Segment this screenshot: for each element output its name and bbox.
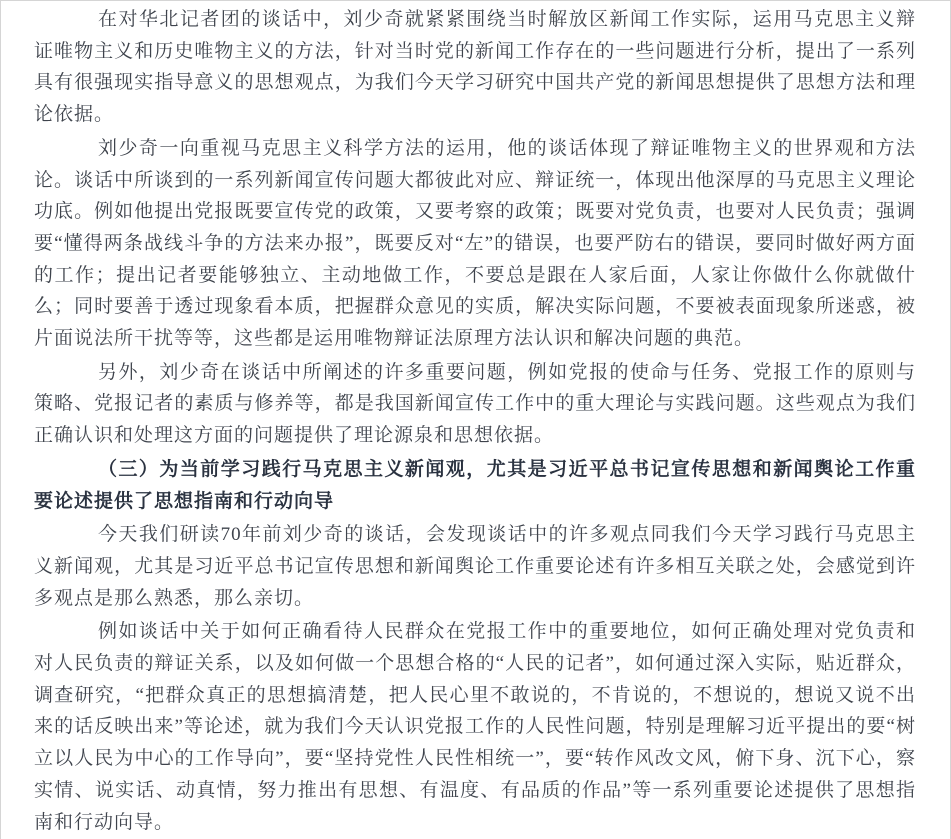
paragraph-analysis-intro: 在对华北记者团的谈话中，刘少奇就紧紧围绕当时解放区新闻工作实际，运用马克思主义辩证唯物主义和历史唯物主义的方法，针对当时党的新闻工作存在的一些问题进行分析，提出了一系列具有很强现实指导意义的思想观点，为我们今天学习研究中国共产党的新闻思想提供了思想方法和理论依据。 [34, 9, 916, 126]
paragraph-important-questions: 另外，刘少奇在谈话中所阐述的许多重要问题，例如党报的使命与任务、党报工作的原则与策略、党报记者的素质与修养等，都是我国新闻宣传工作中的重大理论与实践问题。这些观点为我们正确认识和处理这方面的问题提供了理论源泉和思想依据。 [34, 361, 916, 447]
paragraph-reading-today: 今天我们研读70年前刘少奇的谈话，会发现谈话中的许多观点同我们今天学习践行马克思主义新闻观，尤其是习近平总书记宣传思想和新闻舆论工作重要论述有许多相互关联之处，会感觉到许多观点是那么熟悉，那么亲切。 [34, 524, 916, 609]
section-heading-three: （三）为当前学习践行马克思主义新闻观，尤其是习近平总书记宣传思想和新闻舆论工作重要论述提供了思想指南和行动向导 [34, 458, 916, 512]
paragraph-people-centered: 例如谈话中关于如何正确看待人民群众在党报工作中的重要地位，如何正确处理对党负责和对人民负责的辩证关系，以及如何做一个思想合格的“人民的记者”，如何通过深入实际，贴近群众，调查研究，“把群众真正的思想搞清楚，把人民心里不敢说的，不肯说的，不想说的，想说又说不出来的话反映出来”等论述，就为我们今天认识党报工作的人民性问题，特别是理解习近平提出的要“树立以人民为中心的工作导向”，要“坚持党性人民性相统一”，要“转作风改文风，俯下身、沉下心，察实情、说实话、动真情，努力推出有思想、有温度、有品质的作品”等一系列重要论述提供了思想指南和行动向导。 [34, 621, 916, 833]
paragraph-scientific-method: 刘少奇一向重视马克思主义科学方法的运用，他的谈话体现了辩证唯物主义的世界观和方法论。谈话中所谈到的一系列新闻宣传问题大都彼此对应、辩证统一，体现出他深厚的马克思主义理论功底。例如他提出党报既要宣传党的政策，又要考察的政策；既要对党负责，也要对人民负责；强调要“懂得两条战线斗争的方法来办报”，既要反对“左”的错误，也要严防右的错误，要同时做好两方面的工作；提出记者要能够独立、主动地做工作，不要总是跟在人家后面，人家让你做什么你就做什么；同时要善于透过现象看本质，把握群众意见的实质，解决实际问题，不要被表面现象所迷惑，被片面说法所干扰等等，这些都是运用唯物辩证法原理方法认识和解决问题的典范。 [34, 137, 916, 350]
